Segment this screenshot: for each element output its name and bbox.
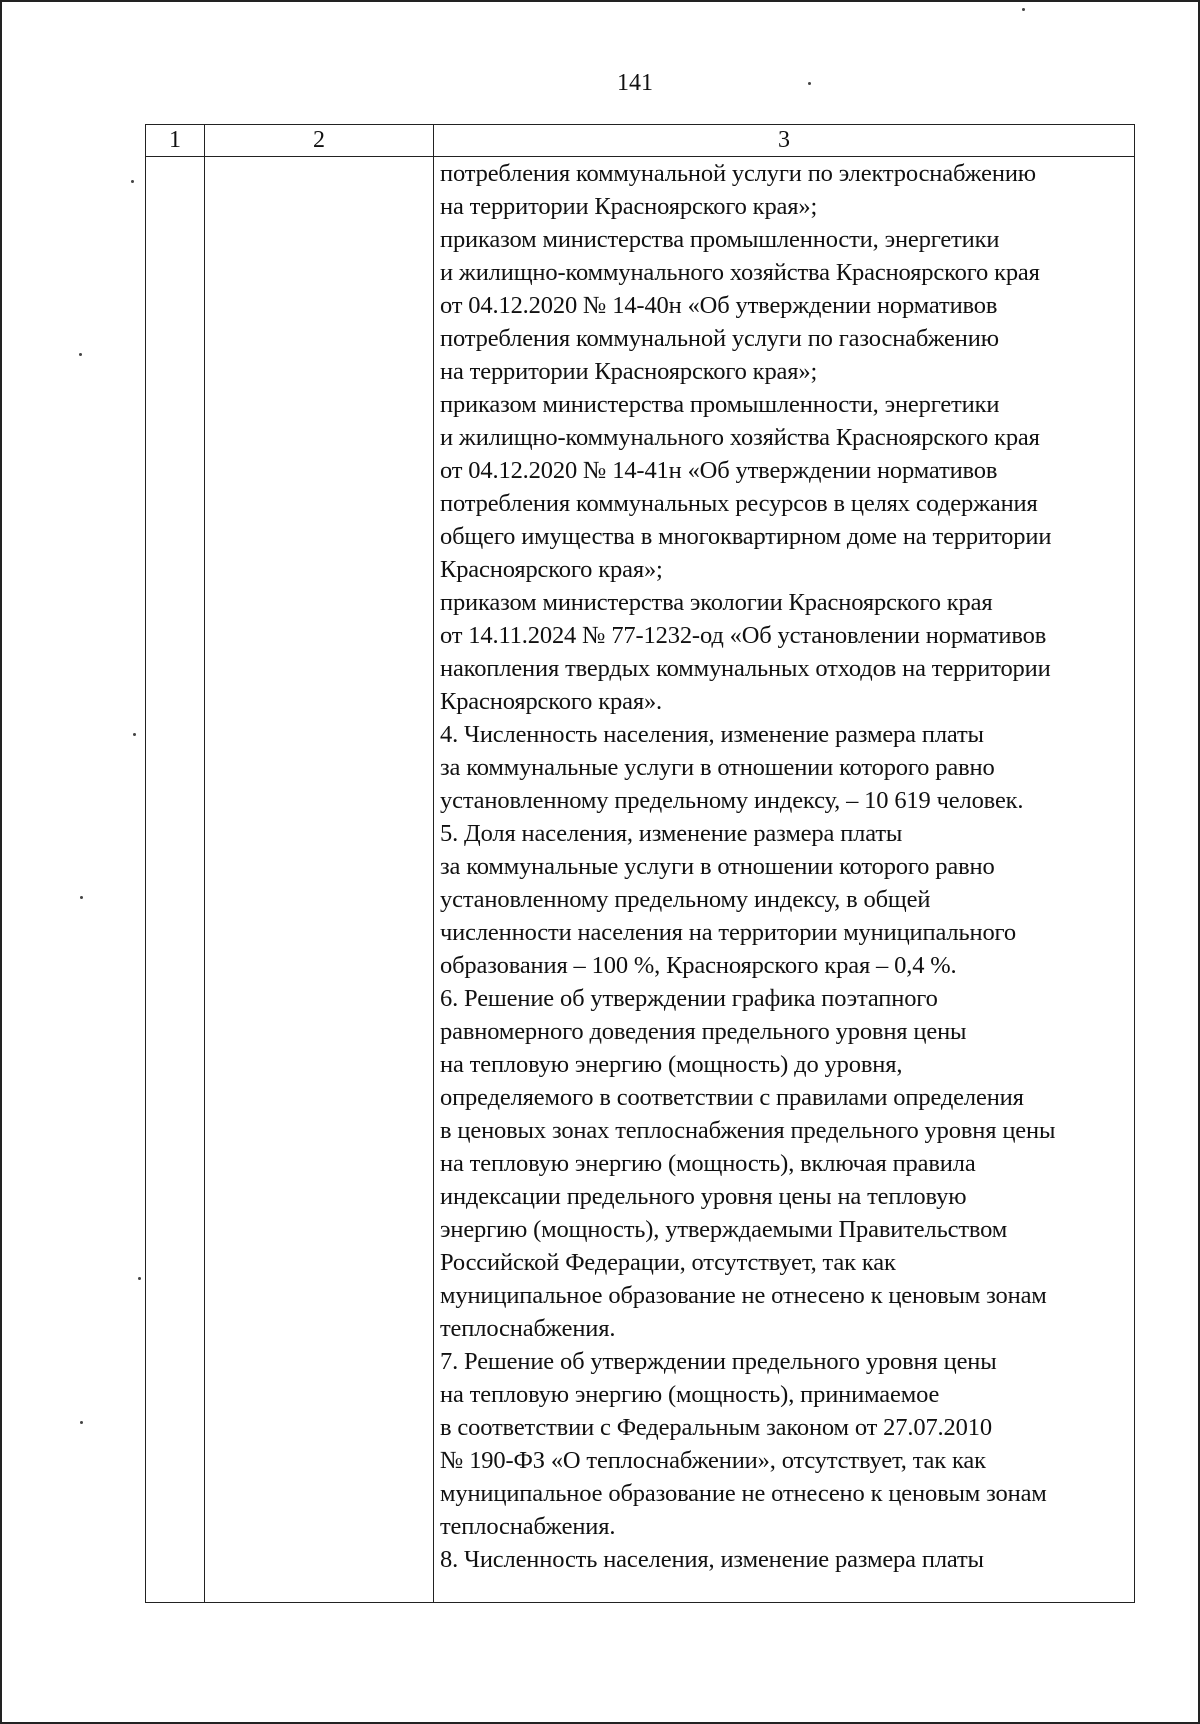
text-line: в ценовых зонах теплоснабжения предельного уровня цены — [440, 1117, 1056, 1144]
text-line: приказом министерства промышленности, энергетики — [440, 226, 1000, 253]
text-line: Красноярского края». — [440, 688, 663, 715]
text-line: Красноярского края»; — [440, 556, 663, 583]
text-line: за коммунальные услуги в отношении которого равно — [440, 853, 995, 880]
text-line: теплоснабжения. — [440, 1513, 616, 1540]
document-table — [145, 124, 1135, 1603]
text-line: приказом министерства промышленности, энергетики — [440, 391, 1000, 418]
table-row — [146, 157, 1135, 1603]
text-line: и жилищно-коммунального хозяйства Красноярского края — [440, 424, 1040, 451]
text-line: численности населения на территории муниципального — [440, 919, 1016, 946]
text-line: общего имущества в многоквартирном доме на территории — [440, 523, 1052, 550]
text-line: равномерного доведения предельного уровня цены — [440, 1018, 967, 1045]
text-line: муниципальное образование не отнесено к ценовым зонам — [440, 1282, 1047, 1309]
column-header-2: 2 — [205, 125, 434, 157]
text-line: накопления твердых коммунальных отходов на территории — [440, 655, 1051, 682]
column-3-cell — [434, 157, 1135, 1603]
text-line: на территории Красноярского края»; — [440, 358, 818, 385]
text-line: 4. Численность населения, изменение размера платы — [440, 721, 984, 748]
text-line: на тепловую энергию (мощность), принимаемое — [440, 1381, 940, 1408]
text-line: на тепловую энергию (мощность), включая правила — [440, 1150, 976, 1177]
text-line: 5. Доля населения, изменение размера платы — [440, 820, 903, 847]
scan-speck — [808, 82, 811, 85]
text-line: за коммунальные услуги в отношении которого равно — [440, 754, 995, 781]
text-line: на территории Красноярского края»; — [440, 193, 818, 220]
text-line: потребления коммунальных ресурсов в целях содержания — [440, 490, 1038, 517]
text-line: установленному предельному индексу, в общей — [440, 886, 931, 913]
text-line: энергию (мощность), утверждаемыми Правительством — [440, 1216, 1008, 1243]
text-line: 6. Решение об утверждении графика поэтапного — [440, 985, 938, 1012]
text-line: от 04.12.2020 № 14-40н «Об утверждении нормативов — [440, 292, 998, 319]
text-line: потребления коммунальной услуги по газоснабжению — [440, 325, 999, 352]
column-header-3: 3 — [434, 125, 1135, 157]
text-line: на тепловую энергию (мощность) до уровня, — [440, 1051, 903, 1078]
text-line: и жилищно-коммунального хозяйства Красноярского края — [440, 259, 1040, 286]
column-1-cell — [146, 157, 205, 1603]
scan-speck — [80, 1421, 83, 1424]
text-line: индексации предельного уровня цены на тепловую — [440, 1183, 967, 1210]
text-line: муниципальное образование не отнесено к ценовым зонам — [440, 1480, 1047, 1507]
column-3-text-block — [440, 157, 1134, 1576]
scan-speck — [80, 896, 83, 899]
text-line: 7. Решение об утверждении предельного уровня цены — [440, 1348, 997, 1375]
column-2-cell — [205, 157, 434, 1603]
scan-speck — [79, 353, 82, 356]
text-line: теплоснабжения. — [440, 1315, 616, 1342]
text-line: № 190-ФЗ «О теплоснабжении», отсутствует, так как — [440, 1447, 986, 1474]
text-line: от 04.12.2020 № 14-41н «Об утверждении нормативов — [440, 457, 998, 484]
column-header-1: 1 — [146, 125, 205, 157]
text-line: определяемого в соответствии с правилами определения — [440, 1084, 1024, 1111]
text-line: образования – 100 %, Красноярского края – 0,4 %. — [440, 952, 957, 979]
text-line: потребления коммунальной услуги по электроснабжению — [440, 160, 1036, 187]
text-line: от 14.11.2024 № 77-1232-од «Об установлении нормативов — [440, 622, 1047, 649]
text-line: приказом министерства экологии Красноярского края — [440, 589, 993, 616]
scan-speck — [131, 180, 134, 183]
scan-speck — [133, 733, 136, 736]
text-line: установленному предельному индексу, – 10 619 человек. — [440, 787, 1024, 814]
page-number: 141 — [617, 70, 653, 96]
table-header-row — [146, 125, 1135, 157]
scan-speck — [138, 1277, 141, 1280]
text-line: Российской Федерации, отсутствует, так как — [440, 1249, 896, 1276]
text-line: 8. Численность населения, изменение размера платы — [440, 1546, 984, 1573]
text-line: в соответствии с Федеральным законом от 27.07.2010 — [440, 1414, 992, 1441]
scan-speck — [1022, 8, 1025, 11]
